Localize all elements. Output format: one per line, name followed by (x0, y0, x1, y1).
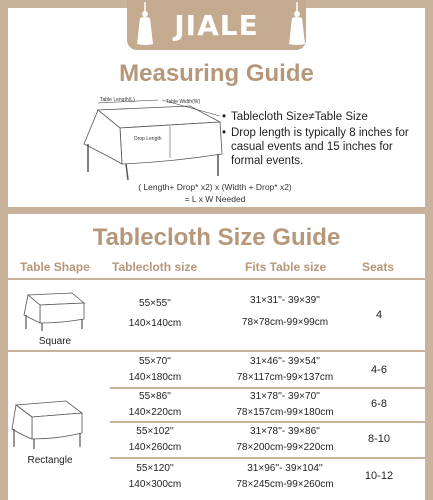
col-head-shape: Table Shape (20, 260, 90, 274)
fits-size-cm: 78×157cm-99×180cm (236, 407, 334, 418)
square-table-icon (20, 287, 90, 332)
fits-size-in: 31×96''- 39×104'' (247, 463, 323, 474)
table-row (110, 424, 200, 456)
cloth-size-cm: 140×300cm (128, 479, 182, 490)
cloth-size-cm: 140×140cm (128, 318, 182, 329)
fits-size-in: 31×31''- 39×39'' (250, 295, 320, 306)
drop-label: Drop Length (134, 136, 162, 142)
cloth-size-cm: 140×220cm (128, 407, 182, 418)
measuring-guide-title: Measuring Guide (119, 60, 314, 87)
table-row (110, 354, 200, 386)
note-text: Drop length is typically 8 inches for casual events and 15 inches for formal events. (231, 127, 409, 167)
table-row (215, 293, 355, 331)
seats-value: 10-12 (364, 470, 394, 482)
fits-size-in: 31×78''- 39×70'' (250, 391, 320, 402)
fits-size-cm: 78×117cm-99×137cm (236, 372, 334, 383)
row-divider (110, 457, 425, 459)
note-item: • Drop length is typically 8 inches for casual events and 15 inches for formal events. (222, 126, 422, 168)
table-measure-diagram (70, 92, 230, 182)
note-text: Tablecloth Size≠Table Size (231, 111, 368, 123)
cloth-size-in: 55×120'' (136, 463, 174, 474)
header-divider (8, 278, 425, 280)
table-row (215, 424, 355, 456)
brand-logo: JIALE (174, 8, 259, 42)
fits-size-cm: 78×245cm-99×260cm (236, 479, 334, 490)
width-label: Table Width(W) (166, 99, 201, 105)
cloth-size-cm: 140×180cm (128, 372, 182, 383)
fits-size-in: 31×78''- 39×86'' (250, 426, 320, 437)
tassel-left-icon (134, 2, 156, 46)
col-head-fits: Fits Table size (245, 260, 327, 274)
length-label: Table Length(L) (100, 97, 135, 103)
section-divider-band (0, 207, 433, 214)
table-row (110, 296, 200, 332)
row-divider (110, 421, 425, 423)
tassel-right-icon (286, 2, 308, 46)
formula-line: ( Length+ Drop* x2) x (Width + Drop* x2) (138, 182, 292, 192)
fits-size-cm: 78×78cm-99×99cm (241, 317, 329, 328)
size-guide-title: Tablecloth Size Guide (92, 224, 341, 251)
seats-value: 4 (375, 309, 383, 321)
col-head-seats: Seats (362, 260, 395, 274)
table-row (215, 354, 355, 386)
note-item: • Tablecloth Size≠Table Size (222, 111, 368, 123)
table-row (215, 389, 355, 421)
rectangle-table-icon (10, 395, 85, 450)
square-label: Square (38, 336, 72, 347)
col-head-tablecloth: Tablecloth size (112, 260, 198, 274)
cloth-size-in: 55×70'' (139, 356, 171, 367)
section-divider (8, 350, 425, 352)
table-row (110, 389, 200, 421)
rectangle-label: Rectangle (27, 455, 73, 466)
formula-result: = L x W Needed (184, 194, 246, 204)
measuring-notes (222, 110, 422, 170)
table-row (215, 461, 355, 493)
cloth-size-in: 55×55'' (139, 298, 171, 309)
cloth-size-in: 55×86'' (139, 391, 171, 402)
fits-size-in: 31×46''- 39×54'' (250, 356, 320, 367)
size-formula (120, 181, 310, 205)
seats-value: 8-10 (367, 433, 391, 445)
cloth-size-in: 55×102'' (136, 426, 174, 437)
table-row (110, 461, 200, 493)
seats-value: 6-8 (371, 398, 387, 410)
cloth-size-cm: 140×260cm (128, 442, 182, 453)
fits-size-cm: 78×200cm-99×220cm (236, 442, 334, 453)
seats-value: 4-6 (371, 364, 387, 376)
